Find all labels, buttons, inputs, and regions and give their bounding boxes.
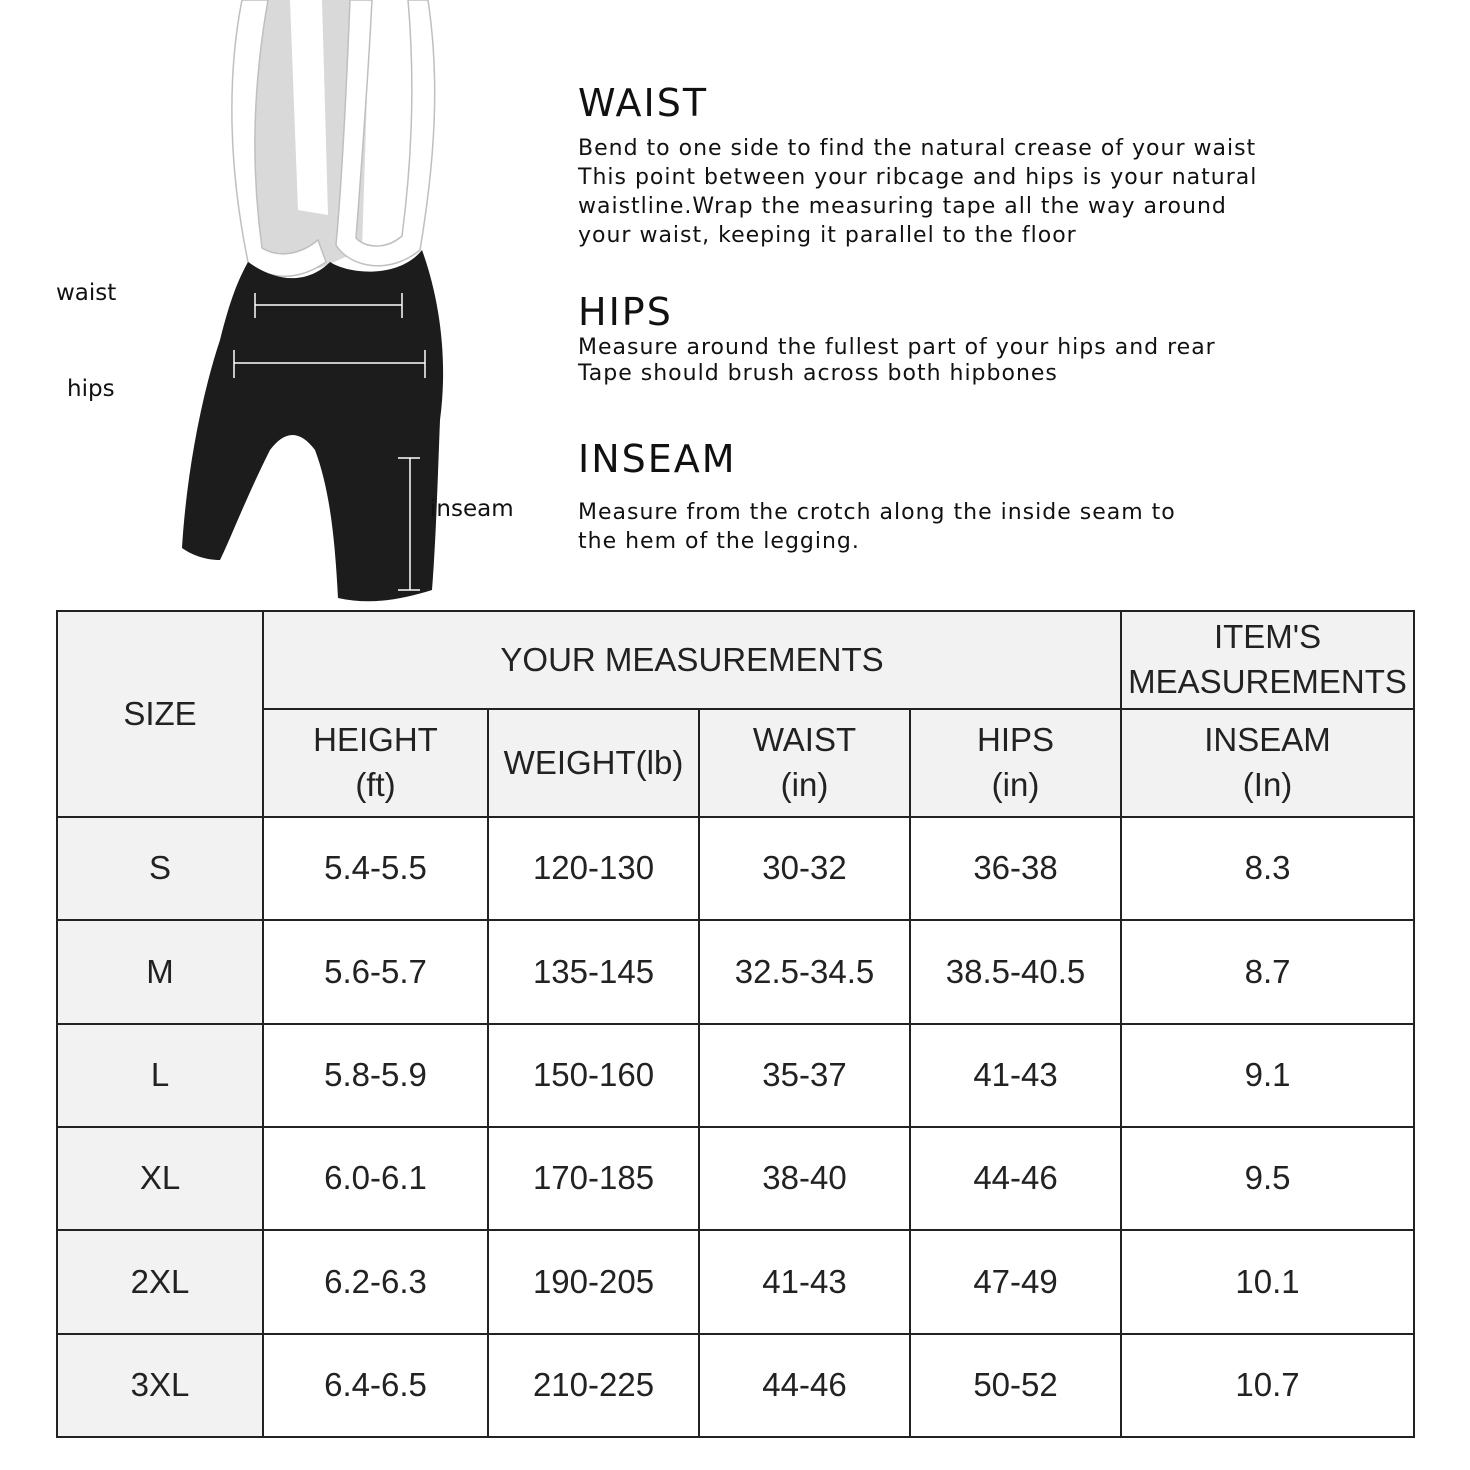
waist-cell: 30-32 <box>699 817 910 920</box>
inseam-guide-title: INSEAM <box>578 437 737 481</box>
table-row <box>57 1230 1414 1333</box>
weight-cell: 170-185 <box>488 1127 699 1230</box>
hips-guide-title: HIPS <box>578 290 673 334</box>
size-cell: 3XL <box>57 1334 263 1437</box>
hips-label: hips <box>67 376 115 402</box>
size-cell: 2XL <box>57 1230 263 1333</box>
hips-cell: 38.5-40.5 <box>910 920 1121 1023</box>
inseam-cell: 8.7 <box>1121 920 1414 1023</box>
inseam-cell: 8.3 <box>1121 817 1414 920</box>
size-cell: XL <box>57 1127 263 1230</box>
table-row <box>57 817 1414 920</box>
hips-cell: 50-52 <box>910 1334 1121 1437</box>
hips-guide-line: Measure around the fullest part of your hips and rear <box>578 335 1216 360</box>
hips-guide-line: Tape should brush across both hipbones <box>578 361 1058 386</box>
height-cell: 6.0-6.1 <box>263 1127 488 1230</box>
inseam-cell: 10.1 <box>1121 1230 1414 1333</box>
shorts-body <box>182 250 443 601</box>
size-cell: L <box>57 1024 263 1127</box>
weight-cell: 150-160 <box>488 1024 699 1127</box>
hips-column-header: HIPS (in) <box>910 709 1121 817</box>
waist-guide-title: WAIST <box>578 81 709 125</box>
inseam-label: inseam <box>430 496 514 522</box>
height-cell: 5.4-5.5 <box>263 817 488 920</box>
inseam-guide-line: the hem of the legging. <box>578 529 860 554</box>
waist-cell: 41-43 <box>699 1230 910 1333</box>
inseam-guide-line: Measure from the crotch along the inside seam to <box>578 500 1176 525</box>
waist-label: waist <box>56 280 117 306</box>
bib-shorts-illustration <box>150 0 470 610</box>
inseam-cell: 10.7 <box>1121 1334 1414 1437</box>
height-cell: 6.4-6.5 <box>263 1334 488 1437</box>
size-cell: M <box>57 920 263 1023</box>
waist-column-header: WAIST (in) <box>699 709 910 817</box>
waist-guide-line: waistline.Wrap the measuring tape all the way around <box>578 194 1227 219</box>
hips-cell: 44-46 <box>910 1127 1121 1230</box>
strap-right <box>336 0 435 266</box>
waist-guide <box>578 81 1438 250</box>
weight-cell: 210-225 <box>488 1334 699 1437</box>
waist-cell: 35-37 <box>699 1024 910 1127</box>
table-row <box>57 920 1414 1023</box>
hips-cell: 47-49 <box>910 1230 1121 1333</box>
bib-shorts-drawing <box>150 0 470 610</box>
waist-guide-line: Bend to one side to find the natural crease of your waist <box>578 136 1257 161</box>
inseam-cell: 9.5 <box>1121 1127 1414 1230</box>
weight-cell: 190-205 <box>488 1230 699 1333</box>
hips-cell: 36-38 <box>910 817 1121 920</box>
items-measurements-header: ITEM'S MEASUREMENTS <box>1121 611 1414 709</box>
waist-cell: 38-40 <box>699 1127 910 1230</box>
size-chart-table <box>56 610 1415 1438</box>
waist-cell: 32.5-34.5 <box>699 920 910 1023</box>
waist-cell: 44-46 <box>699 1334 910 1437</box>
inseam-guide <box>578 437 1438 556</box>
waist-guide-line: This point between your ribcage and hips is your natural <box>578 165 1258 190</box>
height-cell: 5.6-5.7 <box>263 920 488 1023</box>
inseam-column-header: INSEAM (In) <box>1121 709 1414 817</box>
table-row <box>57 1127 1414 1230</box>
inseam-cell: 9.1 <box>1121 1024 1414 1127</box>
height-cell: 6.2-6.3 <box>263 1230 488 1333</box>
size-header: SIZE <box>57 611 263 817</box>
height-column-header: HEIGHT (ft) <box>263 709 488 817</box>
weight-column-header: WEIGHT(lb) <box>488 709 699 817</box>
height-cell: 5.8-5.9 <box>263 1024 488 1127</box>
hips-guide <box>578 290 1438 387</box>
size-cell: S <box>57 817 263 920</box>
table-row <box>57 1024 1414 1127</box>
weight-cell: 120-130 <box>488 817 699 920</box>
hips-cell: 41-43 <box>910 1024 1121 1127</box>
waist-guide-line: your waist, keeping it parallel to the floor <box>578 223 1077 248</box>
weight-cell: 135-145 <box>488 920 699 1023</box>
table-row <box>57 1334 1414 1437</box>
your-measurements-header: YOUR MEASUREMENTS <box>263 611 1121 709</box>
